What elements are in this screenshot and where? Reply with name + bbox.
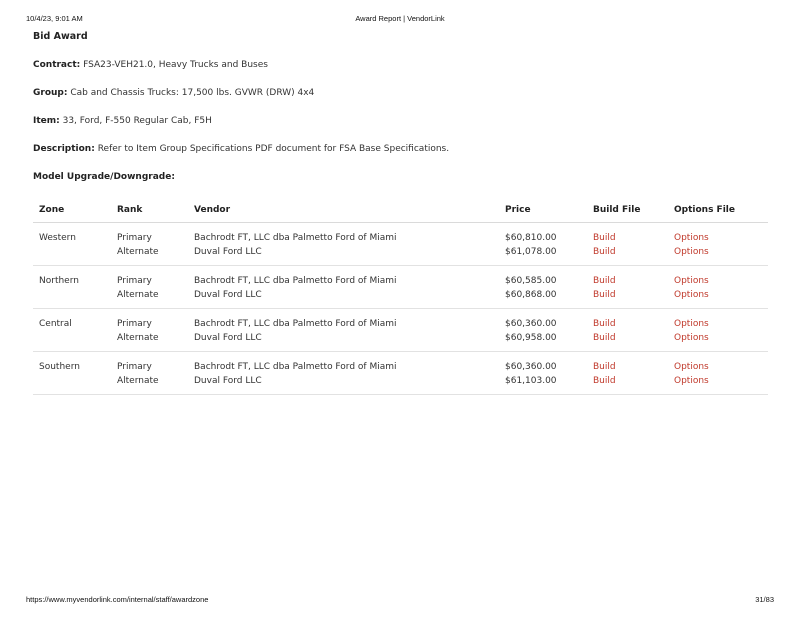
price-alternate: $60,958.00 — [505, 333, 557, 343]
rank-cell — [111, 223, 188, 266]
rank-alternate: Alternate — [117, 333, 159, 343]
options-link-alternate[interactable]: Options — [674, 290, 709, 300]
options-file-cell — [668, 309, 768, 352]
column-header-price: Price — [499, 198, 587, 223]
rank-alternate: Alternate — [117, 290, 159, 300]
page-title: Bid Award — [33, 31, 88, 42]
contract-value: FSA23-VEH21.0, Heavy Trucks and Buses — [83, 60, 268, 70]
zone-cell: Northern — [33, 266, 111, 309]
table-row — [33, 223, 768, 266]
price-primary: $60,360.00 — [505, 362, 557, 372]
table-header-row — [33, 198, 768, 223]
options-link-alternate[interactable]: Options — [674, 376, 709, 386]
rank-alternate: Alternate — [117, 376, 159, 386]
vendor-primary: Bachrodt FT, LLC dba Palmetto Ford of Miami — [194, 276, 397, 286]
build-link-alternate[interactable]: Build — [593, 333, 616, 343]
print-header — [26, 14, 774, 26]
description-field — [33, 142, 768, 156]
column-header-build-file: Build File — [587, 198, 668, 223]
vendor-primary: Bachrodt FT, LLC dba Palmetto Ford of Miami — [194, 319, 397, 329]
price-cell — [499, 266, 587, 309]
options-link-alternate[interactable]: Options — [674, 247, 709, 257]
vendor-alternate: Duval Ford LLC — [194, 376, 262, 386]
vendor-cell — [188, 352, 499, 395]
description-value: Refer to Item Group Specifications PDF document for FSA Base Specifications. — [97, 144, 450, 154]
zone-cell: Southern — [33, 352, 111, 395]
print-page-title: Award Report | VendorLink — [355, 14, 445, 23]
vendor-alternate: Duval Ford LLC — [194, 290, 262, 300]
table-row — [33, 352, 768, 395]
build-file-cell — [587, 223, 668, 266]
model-upgrade-field — [33, 170, 768, 184]
price-cell — [499, 352, 587, 395]
options-link-primary[interactable]: Options — [674, 319, 709, 329]
build-link-alternate[interactable]: Build — [593, 376, 616, 386]
build-file-cell — [587, 352, 668, 395]
options-file-cell — [668, 266, 768, 309]
price-primary: $60,810.00 — [505, 233, 557, 243]
model-upgrade-label: Model Upgrade/Downgrade: — [33, 172, 175, 182]
price-primary: $60,585.00 — [505, 276, 557, 286]
rank-primary: Primary — [117, 362, 152, 372]
column-header-options-file: Options File — [668, 198, 768, 223]
page-counter: 31/83 — [755, 595, 774, 604]
rank-primary: Primary — [117, 276, 152, 286]
options-link-primary[interactable]: Options — [674, 233, 709, 243]
build-link-primary[interactable]: Build — [593, 362, 616, 372]
column-header-rank: Rank — [111, 198, 188, 223]
column-header-zone: Zone — [33, 198, 111, 223]
rank-cell — [111, 266, 188, 309]
vendor-alternate: Duval Ford LLC — [194, 333, 262, 343]
description-label: Description: — [33, 144, 95, 154]
vendor-cell — [188, 223, 499, 266]
options-link-primary[interactable]: Options — [674, 362, 709, 372]
table-row — [33, 266, 768, 309]
build-link-primary[interactable]: Build — [593, 276, 616, 286]
options-link-alternate[interactable]: Options — [674, 333, 709, 343]
print-url: https://www.myvendorlink.com/internal/staff/awardzone — [26, 595, 209, 604]
build-file-cell — [587, 266, 668, 309]
group-label: Group: — [33, 88, 68, 98]
item-label: Item: — [33, 116, 60, 126]
build-link-primary[interactable]: Build — [593, 233, 616, 243]
vendor-cell — [188, 266, 499, 309]
column-header-vendor: Vendor — [188, 198, 499, 223]
group-value: Cab and Chassis Trucks: 17,500 lbs. GVWR (DRW) 4x4 — [70, 88, 315, 98]
item-field — [33, 114, 768, 128]
rank-alternate: Alternate — [117, 247, 159, 257]
rank-primary: Primary — [117, 233, 152, 243]
print-datetime: 10/4/23, 9:01 AM — [26, 14, 83, 23]
build-file-cell — [587, 309, 668, 352]
vendor-primary: Bachrodt FT, LLC dba Palmetto Ford of Miami — [194, 233, 397, 243]
rank-cell — [111, 309, 188, 352]
price-cell — [499, 309, 587, 352]
price-primary: $60,360.00 — [505, 319, 557, 329]
options-file-cell — [668, 223, 768, 266]
price-cell — [499, 223, 587, 266]
print-footer — [26, 595, 774, 607]
rank-primary: Primary — [117, 319, 152, 329]
build-link-alternate[interactable]: Build — [593, 290, 616, 300]
price-alternate: $61,103.00 — [505, 376, 557, 386]
zone-cell: Western — [33, 223, 111, 266]
award-report — [33, 30, 768, 395]
vendor-primary: Bachrodt FT, LLC dba Palmetto Ford of Miami — [194, 362, 397, 372]
options-link-primary[interactable]: Options — [674, 276, 709, 286]
vendor-cell — [188, 309, 499, 352]
award-table — [33, 198, 768, 395]
zone-cell: Central — [33, 309, 111, 352]
build-link-primary[interactable]: Build — [593, 319, 616, 329]
rank-cell — [111, 352, 188, 395]
group-field — [33, 86, 768, 100]
build-link-alternate[interactable]: Build — [593, 247, 616, 257]
price-alternate: $60,868.00 — [505, 290, 557, 300]
table-row — [33, 309, 768, 352]
contract-label: Contract: — [33, 60, 81, 70]
contract-field — [33, 58, 768, 72]
options-file-cell — [668, 352, 768, 395]
item-value: 33, Ford, F-550 Regular Cab, F5H — [62, 116, 212, 126]
price-alternate: $61,078.00 — [505, 247, 557, 257]
vendor-alternate: Duval Ford LLC — [194, 247, 262, 257]
